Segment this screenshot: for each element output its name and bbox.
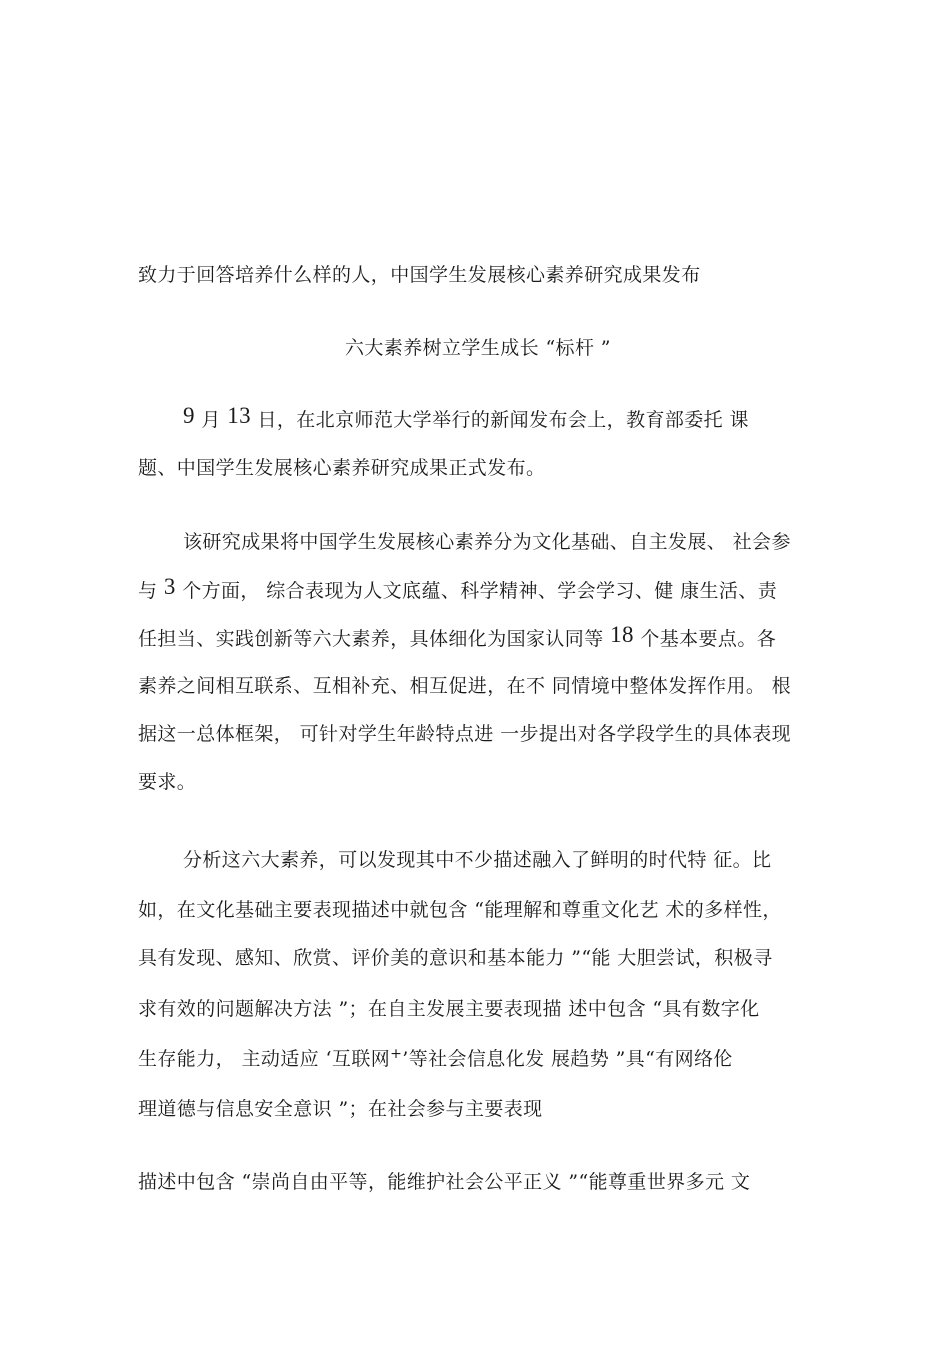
paragraph-2-line-5: 据这一总体框架， 可针对学生年龄特点进 一步提出对各学段学生的具体表现 — [138, 723, 792, 745]
paragraph-2-line-6: 要求。 — [138, 771, 197, 793]
paragraph-3-line-4: 求有效的问题解决方法 ”；在自主发展主要表现描 述中包含 “具有数字化 — [138, 998, 760, 1020]
paragraph-2-line-4: 素养之间相互联系、互相补充、相互促进，在不 同情境中整体发挥作用。 根 — [138, 675, 792, 697]
paragraph-3-line-3: 具有发现、感知、欣赏、评价美的意识和基本能力 ”“能 大胆尝试，积极寻 — [138, 947, 773, 969]
paragraph-1-line-2: 题、中国学生发展核心素养研究成果正式发布。 — [138, 457, 546, 479]
paragraph-2-line-2 — [138, 574, 778, 603]
paragraph-1-line-1 — [183, 403, 749, 432]
plus-superscript: + — [390, 1046, 403, 1062]
paragraph-2-line-2-end: 个方面， 综合表现为人文底蕴、科学精神、学会学习、健 康生活、责 — [182, 580, 778, 602]
subheadline: 六大素养树立学生成长 “标杆 ” — [345, 337, 611, 359]
paragraph-2-line-3-end: 个基本要点。各 — [640, 628, 777, 650]
paragraph-3-line-5-start: 生存能力， 主动适应 ‘互联网 — [138, 1048, 391, 1070]
paragraph-3-line-1: 分析这六大素养，可以发现其中不少描述融入了鲜明的时代特 征。比 — [183, 849, 772, 871]
aspect-count-number: 3 — [163, 574, 176, 599]
paragraph-2-line-3-start: 任担当、实践创新等六大素养，具体细化为国家认同等 — [138, 628, 604, 650]
paragraph-3-line-5-end: ’等社会信息化发 展趋势 ”具“有网络伦 — [402, 1048, 733, 1070]
key-points-count-number: 18 — [610, 622, 634, 647]
headline: 致力于回答培养什么样的人，中国学生发展核心素养研究成果发布 — [138, 264, 701, 286]
date-day-number: 13 — [227, 403, 252, 428]
paragraph-2-line-3 — [138, 622, 777, 651]
paragraph-3-line-5 — [138, 1047, 733, 1073]
date-month-number: 9 — [183, 403, 195, 428]
date-month-label: 月 — [201, 409, 221, 431]
paragraph-2-line-2-start: 与 — [138, 580, 158, 602]
paragraph-4-line-1: 描述中包含 “崇尚自由平等，能维护社会公平正义 ”“能尊重世界多元 文 — [138, 1171, 751, 1193]
paragraph-2-line-1: 该研究成果将中国学生发展核心素养分为文化基础、自主发展、 社会参 — [183, 531, 791, 553]
paragraph-3-line-2: 如，在文化基础主要表现描述中就包含 “能理解和尊重文化艺 术的多样性， — [138, 899, 782, 921]
paragraph-1-text: 日，在北京师范大学举行的新闻发布会上，教育部委托 课 — [257, 409, 749, 431]
paragraph-3-line-6: 理道德与信息安全意识 ”；在社会参与主要表现 — [138, 1098, 543, 1120]
